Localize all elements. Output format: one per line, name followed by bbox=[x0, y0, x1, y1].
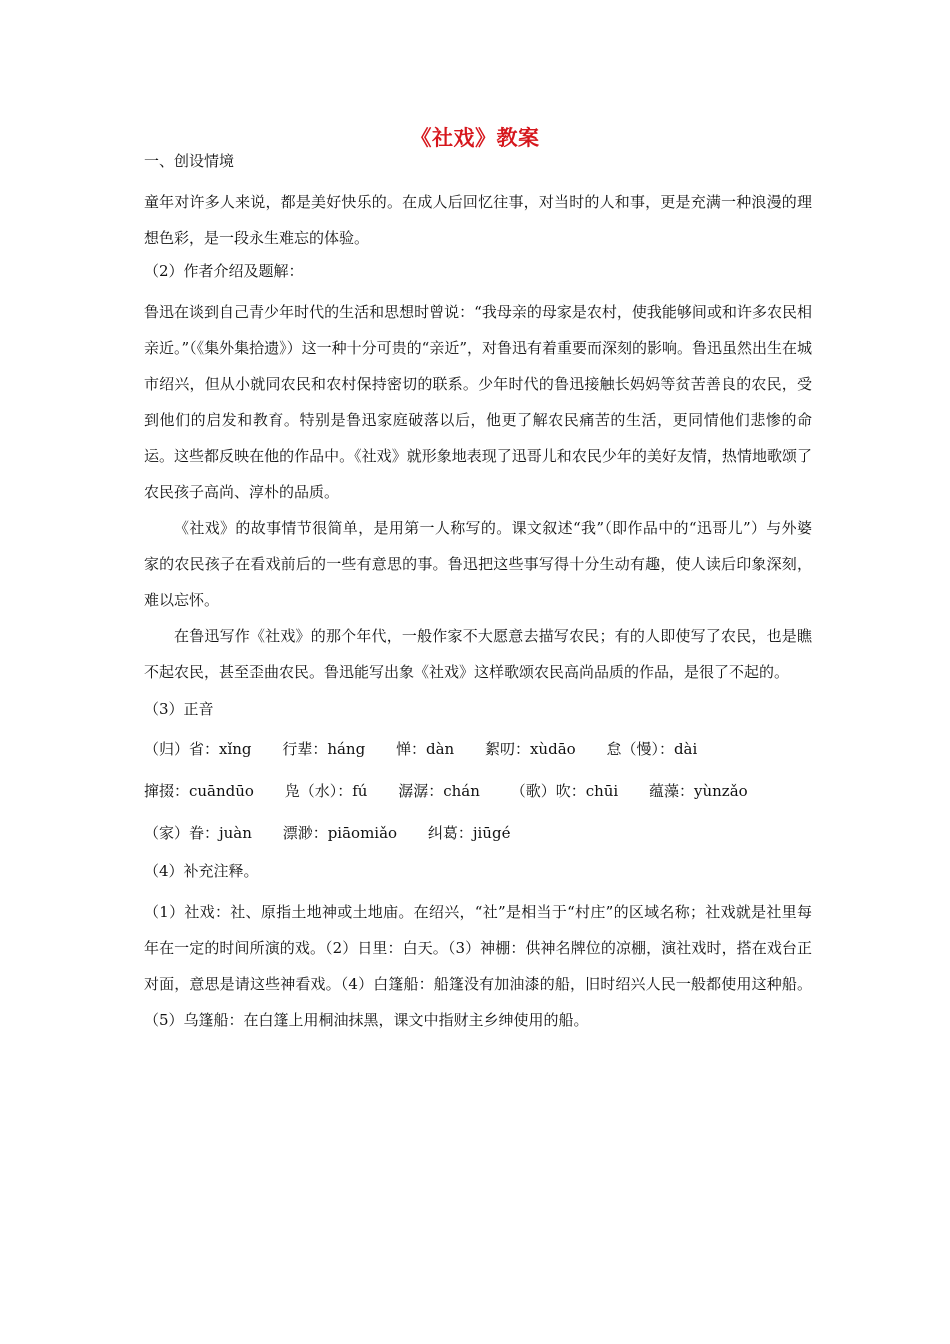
section3-heading: （3）正音 bbox=[144, 700, 214, 718]
pinyin-item: 纠葛：jiūgé bbox=[427, 824, 511, 842]
document-title: 《社戏》教案 bbox=[410, 125, 540, 150]
pinyin-item: 凫（水）：fú bbox=[284, 782, 368, 800]
pinyin-item: （歌）吹：chūi bbox=[510, 782, 619, 800]
section4-paragraph: （1）社戏：社、原指土地神或土地庙。在绍兴，“社”是相当于“村庄”的区域名称；社戏就是社里每年在一定的时间所演的戏。（2）日里：白天。（3）神棚：供神名牌位的凉棚，演社戏时，搭在戏台正对面，意思是请这些神看戏。（4）白篷船：船篷没有加油漆的船，旧时绍兴人民一般都使用这种船。（5）乌篷船：在白篷上用桐油抹黑，课文中指财主乡绅使用的船。 bbox=[144, 903, 812, 1029]
section2-paragraph-2: 《社戏》的故事情节很简单，是用第一人称写的。课文叙述“我”（即作品中的“迅哥儿”）与外婆家的农民孩子在看戏前后的一些有意思的事。鲁迅把这些事写得十分生动有趣，使人读后印象深刻，难以忘怀。 bbox=[144, 519, 812, 609]
pinyin-item: 行辈：háng bbox=[282, 740, 366, 758]
pinyin-item: 潺潺：chán bbox=[398, 782, 480, 800]
pinyin-item: 漂渺：piāomiǎo bbox=[282, 824, 398, 842]
pinyin-item: 撺掇：cuāndūo bbox=[144, 782, 254, 800]
section4-heading: （4）补充注释。 bbox=[144, 862, 259, 880]
section2-heading: （2）作者介绍及题解： bbox=[144, 262, 304, 280]
section1-paragraph: 童年对许多人来说，都是美好快乐的。在成人后回忆往事，对当时的人和事，更是充满一种浪漫的理想色彩，是一段永生难忘的体验。 bbox=[144, 193, 812, 247]
section1-heading: 一、创设情境 bbox=[144, 152, 235, 170]
pinyin-item: （家）眷：juàn bbox=[144, 824, 252, 842]
pinyin-item: 蕴藻：yùnzǎo bbox=[649, 782, 748, 800]
pinyin-list bbox=[144, 728, 812, 854]
document-body bbox=[144, 150, 812, 1038]
section2-paragraph-3: 在鲁迅写作《社戏》的那个年代，一般作家不大愿意去描写农民；有的人即使写了农民，也是瞧不起农民，甚至歪曲农民。鲁迅能写出象《社戏》这样歌颂农民高尚品质的作品，是很了不起的。 bbox=[144, 627, 812, 681]
pinyin-item: 絮叨：xùdāo bbox=[484, 740, 576, 758]
pinyin-item: 惮：dàn bbox=[395, 740, 455, 758]
pinyin-item: 怠（慢）：dài bbox=[606, 740, 698, 758]
pinyin-item: （归）省：xǐng bbox=[144, 740, 252, 758]
section2-paragraph-1: 鲁迅在谈到自己青少年时代的生活和思想时曾说：“我母亲的母家是农村，使我能够间或和许多农民相亲近。”（《集外集拾遗》）这一种十分可贵的“亲近”，对鲁迅有着重要而深刻的影响。鲁迅虽然出生在城市绍兴，但从小就同农民和农村保持密切的联系。少年时代的鲁迅接触长妈妈等贫苦善良的农民，受到他们的启发和教育。特别是鲁迅家庭破落以后，他更了解农民痛苦的生活，更同情他们悲惨的命运。这些都反映在他的作品中。《社戏》就形象地表现了迅哥儿和农民少年的美好友情，热情地歌颂了农民孩子高尚、淳朴的品质。 bbox=[144, 303, 813, 501]
